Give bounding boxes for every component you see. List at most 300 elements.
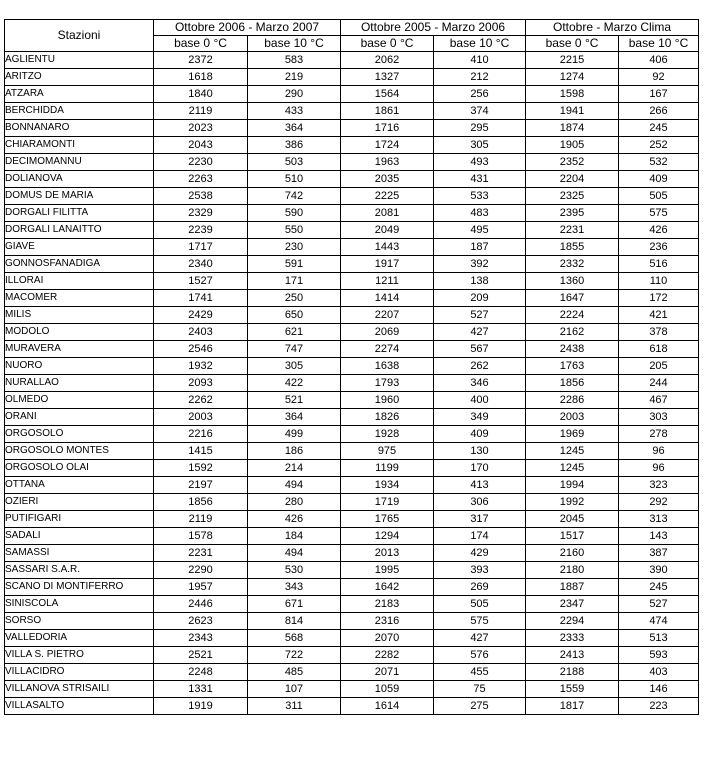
table-row	[5, 647, 699, 664]
value-2007-base10: 521	[248, 392, 341, 409]
value-2006-base10: 262	[434, 358, 526, 375]
value-2006-base0: 1614	[341, 698, 434, 715]
sub-header-base0: base 0 °C	[154, 36, 248, 52]
stations-header: Stazioni	[5, 20, 154, 52]
value-2006-base10: 295	[434, 120, 526, 137]
table-row	[5, 596, 699, 613]
station-name: OZIERI	[5, 494, 154, 511]
value-clima-base0: 1855	[526, 239, 619, 256]
value-clima-base0: 2286	[526, 392, 619, 409]
value-clima-base0: 2347	[526, 596, 619, 613]
period-header-2005-2006: Ottobre 2005 - Marzo 2006	[341, 20, 526, 36]
value-2006-base10: 174	[434, 528, 526, 545]
value-clima-base10: 474	[619, 613, 699, 630]
value-2006-base0: 1059	[341, 681, 434, 698]
value-2007-base10: 650	[248, 307, 341, 324]
value-2006-base10: 400	[434, 392, 526, 409]
station-name: VILLACIDRO	[5, 664, 154, 681]
station-name: MILIS	[5, 307, 154, 324]
value-clima-base0: 1856	[526, 375, 619, 392]
value-2007-base10: 814	[248, 613, 341, 630]
value-2006-base10: 527	[434, 307, 526, 324]
value-2007-base10: 494	[248, 477, 341, 494]
value-clima-base10: 532	[619, 154, 699, 171]
value-2006-base0: 2062	[341, 52, 434, 69]
value-2006-base10: 455	[434, 664, 526, 681]
table-row	[5, 222, 699, 239]
value-2007-base0: 2239	[154, 222, 248, 239]
value-2007-base10: 583	[248, 52, 341, 69]
station-name: CHIARAMONTI	[5, 137, 154, 154]
value-clima-base0: 2395	[526, 205, 619, 222]
station-name: MURAVERA	[5, 341, 154, 358]
value-2007-base10: 305	[248, 358, 341, 375]
station-name: NURALLAO	[5, 375, 154, 392]
value-2007-base0: 1856	[154, 494, 248, 511]
station-name: DOLIANOVA	[5, 171, 154, 188]
value-clima-base10: 403	[619, 664, 699, 681]
station-name: BERCHIDDA	[5, 103, 154, 120]
value-2007-base0: 2429	[154, 307, 248, 324]
value-2007-base10: 568	[248, 630, 341, 647]
value-2007-base10: 747	[248, 341, 341, 358]
station-name: OTTANA	[5, 477, 154, 494]
station-name: VILLASALTO	[5, 698, 154, 715]
value-clima-base10: 223	[619, 698, 699, 715]
value-2006-base0: 1963	[341, 154, 434, 171]
value-2007-base10: 433	[248, 103, 341, 120]
value-2006-base10: 275	[434, 698, 526, 715]
value-2006-base10: 505	[434, 596, 526, 613]
value-2006-base10: 209	[434, 290, 526, 307]
value-2007-base0: 1415	[154, 443, 248, 460]
station-name: VALLEDORIA	[5, 630, 154, 647]
value-2006-base10: 567	[434, 341, 526, 358]
value-2006-base10: 413	[434, 477, 526, 494]
table-row	[5, 69, 699, 86]
value-2007-base10: 550	[248, 222, 341, 239]
value-2007-base0: 1932	[154, 358, 248, 375]
value-2007-base0: 2003	[154, 409, 248, 426]
value-clima-base10: 516	[619, 256, 699, 273]
value-clima-base10: 467	[619, 392, 699, 409]
value-2007-base10: 742	[248, 188, 341, 205]
value-2007-base0: 2372	[154, 52, 248, 69]
value-2006-base10: 212	[434, 69, 526, 86]
value-2006-base0: 1199	[341, 460, 434, 477]
value-2007-base0: 2197	[154, 477, 248, 494]
value-clima-base10: 426	[619, 222, 699, 239]
value-2007-base0: 1592	[154, 460, 248, 477]
table-row	[5, 137, 699, 154]
value-2007-base0: 2119	[154, 103, 248, 120]
station-name: NUORO	[5, 358, 154, 375]
value-clima-base10: 593	[619, 647, 699, 664]
value-2006-base0: 1414	[341, 290, 434, 307]
value-2006-base0: 1443	[341, 239, 434, 256]
value-2007-base0: 2343	[154, 630, 248, 647]
value-2007-base0: 1618	[154, 69, 248, 86]
value-clima-base0: 1763	[526, 358, 619, 375]
value-2007-base0: 2538	[154, 188, 248, 205]
value-clima-base10: 146	[619, 681, 699, 698]
value-clima-base10: 409	[619, 171, 699, 188]
value-2006-base10: 427	[434, 324, 526, 341]
value-clima-base0: 2180	[526, 562, 619, 579]
value-2007-base0: 1578	[154, 528, 248, 545]
value-2006-base10: 305	[434, 137, 526, 154]
value-clima-base0: 2215	[526, 52, 619, 69]
value-2007-base10: 591	[248, 256, 341, 273]
value-2007-base10: 171	[248, 273, 341, 290]
value-2006-base0: 1638	[341, 358, 434, 375]
value-clima-base10: 245	[619, 120, 699, 137]
table-row	[5, 256, 699, 273]
value-2006-base10: 495	[434, 222, 526, 239]
value-clima-base0: 1992	[526, 494, 619, 511]
station-name: BONNANARO	[5, 120, 154, 137]
value-2007-base10: 426	[248, 511, 341, 528]
value-2007-base10: 250	[248, 290, 341, 307]
value-clima-base10: 406	[619, 52, 699, 69]
value-2007-base0: 2262	[154, 392, 248, 409]
station-name: ORANI	[5, 409, 154, 426]
value-2006-base0: 2207	[341, 307, 434, 324]
value-2006-base0: 2316	[341, 613, 434, 630]
value-clima-base10: 292	[619, 494, 699, 511]
station-name: AGLIENTU	[5, 52, 154, 69]
table-row	[5, 188, 699, 205]
value-2007-base10: 214	[248, 460, 341, 477]
value-2006-base0: 2282	[341, 647, 434, 664]
value-2007-base10: 219	[248, 69, 341, 86]
value-clima-base0: 2333	[526, 630, 619, 647]
station-name: SORSO	[5, 613, 154, 630]
period-header-2006-2007: Ottobre 2006 - Marzo 2007	[154, 20, 341, 36]
sub-header-base10: base 10 °C	[434, 36, 526, 52]
value-2007-base10: 343	[248, 579, 341, 596]
value-2006-base0: 1995	[341, 562, 434, 579]
value-2007-base0: 1957	[154, 579, 248, 596]
station-name: VILLANOVA STRISAILI	[5, 681, 154, 698]
station-name: MACOMER	[5, 290, 154, 307]
value-clima-base0: 2160	[526, 545, 619, 562]
station-name: PUTIFIGARI	[5, 511, 154, 528]
value-clima-base10: 421	[619, 307, 699, 324]
value-clima-base0: 1517	[526, 528, 619, 545]
table-row	[5, 511, 699, 528]
value-2007-base0: 2403	[154, 324, 248, 341]
value-2006-base10: 576	[434, 647, 526, 664]
value-2006-base10: 427	[434, 630, 526, 647]
value-clima-base0: 2003	[526, 409, 619, 426]
sub-header-base0: base 0 °C	[341, 36, 434, 52]
value-2007-base10: 530	[248, 562, 341, 579]
value-2007-base0: 2290	[154, 562, 248, 579]
value-2006-base0: 2081	[341, 205, 434, 222]
station-name: SINISCOLA	[5, 596, 154, 613]
table-row	[5, 613, 699, 630]
value-2007-base10: 621	[248, 324, 341, 341]
table-row	[5, 358, 699, 375]
value-2007-base10: 364	[248, 409, 341, 426]
value-clima-base0: 1647	[526, 290, 619, 307]
value-clima-base0: 1360	[526, 273, 619, 290]
value-clima-base0: 2438	[526, 341, 619, 358]
value-clima-base0: 2294	[526, 613, 619, 630]
value-2006-base10: 138	[434, 273, 526, 290]
value-clima-base10: 387	[619, 545, 699, 562]
value-2006-base0: 2274	[341, 341, 434, 358]
value-clima-base0: 1245	[526, 460, 619, 477]
table-row	[5, 239, 699, 256]
value-2006-base0: 1928	[341, 426, 434, 443]
table-row	[5, 426, 699, 443]
value-2006-base10: 269	[434, 579, 526, 596]
value-clima-base10: 303	[619, 409, 699, 426]
value-2006-base10: 317	[434, 511, 526, 528]
station-name: SCANO DI MONTIFERRO	[5, 579, 154, 596]
value-2006-base0: 1564	[341, 86, 434, 103]
station-name: ORGOSOLO MONTES	[5, 443, 154, 460]
value-2006-base10: 187	[434, 239, 526, 256]
value-2006-base10: 409	[434, 426, 526, 443]
table-row	[5, 460, 699, 477]
value-clima-base10: 323	[619, 477, 699, 494]
table-row	[5, 579, 699, 596]
value-2006-base0: 1826	[341, 409, 434, 426]
table-row	[5, 443, 699, 460]
value-2006-base0: 1211	[341, 273, 434, 290]
sub-header-base10: base 10 °C	[248, 36, 341, 52]
value-clima-base0: 1874	[526, 120, 619, 137]
value-2007-base0: 2230	[154, 154, 248, 171]
value-2007-base10: 422	[248, 375, 341, 392]
value-clima-base10: 618	[619, 341, 699, 358]
value-2007-base0: 2521	[154, 647, 248, 664]
station-name: ORGOSOLO OLAI	[5, 460, 154, 477]
table-row	[5, 392, 699, 409]
sub-header-base0: base 0 °C	[526, 36, 619, 52]
value-clima-base0: 2162	[526, 324, 619, 341]
table-row	[5, 681, 699, 698]
value-2007-base10: 494	[248, 545, 341, 562]
station-name: ORGOSOLO	[5, 426, 154, 443]
value-clima-base10: 245	[619, 579, 699, 596]
value-2007-base0: 1717	[154, 239, 248, 256]
value-2006-base10: 130	[434, 443, 526, 460]
value-2007-base0: 2329	[154, 205, 248, 222]
value-2007-base10: 364	[248, 120, 341, 137]
value-2007-base0: 2043	[154, 137, 248, 154]
station-name: SADALI	[5, 528, 154, 545]
table-row	[5, 409, 699, 426]
value-clima-base10: 143	[619, 528, 699, 545]
value-2007-base10: 107	[248, 681, 341, 698]
table-row	[5, 103, 699, 120]
value-clima-base0: 1905	[526, 137, 619, 154]
value-2006-base0: 1327	[341, 69, 434, 86]
value-2007-base10: 503	[248, 154, 341, 171]
value-clima-base10: 278	[619, 426, 699, 443]
station-name: ILLORAI	[5, 273, 154, 290]
table-row	[5, 698, 699, 715]
table-row	[5, 341, 699, 358]
sub-header-base10: base 10 °C	[619, 36, 699, 52]
value-2006-base0: 975	[341, 443, 434, 460]
value-clima-base0: 1887	[526, 579, 619, 596]
station-name: DORGALI LANAITTO	[5, 222, 154, 239]
value-clima-base10: 244	[619, 375, 699, 392]
value-2006-base10: 429	[434, 545, 526, 562]
value-clima-base10: 378	[619, 324, 699, 341]
value-2006-base0: 1861	[341, 103, 434, 120]
value-clima-base0: 2325	[526, 188, 619, 205]
value-2006-base10: 493	[434, 154, 526, 171]
station-name: ARITZO	[5, 69, 154, 86]
value-2007-base0: 2546	[154, 341, 248, 358]
value-2007-base0: 2623	[154, 613, 248, 630]
station-name: OLMEDO	[5, 392, 154, 409]
value-2007-base0: 2340	[154, 256, 248, 273]
value-2006-base10: 374	[434, 103, 526, 120]
value-clima-base10: 167	[619, 86, 699, 103]
table-row	[5, 324, 699, 341]
value-2007-base10: 230	[248, 239, 341, 256]
value-clima-base0: 2413	[526, 647, 619, 664]
table-row	[5, 528, 699, 545]
value-clima-base10: 390	[619, 562, 699, 579]
table-row	[5, 205, 699, 222]
value-2006-base0: 2069	[341, 324, 434, 341]
value-2006-base10: 349	[434, 409, 526, 426]
value-2007-base0: 1919	[154, 698, 248, 715]
value-2007-base10: 722	[248, 647, 341, 664]
value-clima-base10: 313	[619, 511, 699, 528]
value-clima-base10: 266	[619, 103, 699, 120]
value-2007-base0: 2119	[154, 511, 248, 528]
value-2006-base0: 2035	[341, 171, 434, 188]
value-2007-base10: 290	[248, 86, 341, 103]
value-2007-base0: 2231	[154, 545, 248, 562]
station-name: GIAVE	[5, 239, 154, 256]
value-2007-base0: 1741	[154, 290, 248, 307]
value-clima-base10: 252	[619, 137, 699, 154]
table-row	[5, 154, 699, 171]
station-name: SASSARI S.A.R.	[5, 562, 154, 579]
value-clima-base10: 92	[619, 69, 699, 86]
value-clima-base0: 2204	[526, 171, 619, 188]
table-row	[5, 290, 699, 307]
value-2007-base0: 1527	[154, 273, 248, 290]
value-2006-base0: 1793	[341, 375, 434, 392]
value-clima-base0: 1817	[526, 698, 619, 715]
station-name: VILLA S. PIETRO	[5, 647, 154, 664]
station-name: SAMASSI	[5, 545, 154, 562]
station-name: GONNOSFANADIGA	[5, 256, 154, 273]
value-2006-base0: 1934	[341, 477, 434, 494]
value-2007-base10: 485	[248, 664, 341, 681]
table-row	[5, 494, 699, 511]
value-clima-base0: 1598	[526, 86, 619, 103]
station-name: DECIMOMANNU	[5, 154, 154, 171]
value-clima-base0: 1274	[526, 69, 619, 86]
value-clima-base0: 1941	[526, 103, 619, 120]
table-row	[5, 171, 699, 188]
value-2006-base10: 392	[434, 256, 526, 273]
value-2006-base10: 431	[434, 171, 526, 188]
table-row	[5, 120, 699, 137]
value-2007-base0: 1840	[154, 86, 248, 103]
value-clima-base0: 2352	[526, 154, 619, 171]
value-2007-base0: 2248	[154, 664, 248, 681]
station-name: DOMUS DE MARIA	[5, 188, 154, 205]
station-name: DORGALI FILITTA	[5, 205, 154, 222]
value-2007-base0: 2263	[154, 171, 248, 188]
value-2007-base10: 386	[248, 137, 341, 154]
value-2007-base10: 186	[248, 443, 341, 460]
value-clima-base10: 96	[619, 460, 699, 477]
value-clima-base0: 1994	[526, 477, 619, 494]
value-2007-base10: 510	[248, 171, 341, 188]
value-2006-base0: 2070	[341, 630, 434, 647]
value-clima-base0: 1969	[526, 426, 619, 443]
value-2006-base0: 1642	[341, 579, 434, 596]
value-2006-base0: 2183	[341, 596, 434, 613]
value-clima-base10: 513	[619, 630, 699, 647]
value-2006-base0: 2013	[341, 545, 434, 562]
value-2006-base0: 1765	[341, 511, 434, 528]
table-row	[5, 307, 699, 324]
value-2006-base0: 2049	[341, 222, 434, 239]
value-2006-base10: 170	[434, 460, 526, 477]
value-clima-base10: 110	[619, 273, 699, 290]
value-2007-base0: 2023	[154, 120, 248, 137]
degree-days-table	[4, 19, 699, 715]
value-clima-base0: 2231	[526, 222, 619, 239]
value-clima-base0: 1245	[526, 443, 619, 460]
value-2007-base10: 590	[248, 205, 341, 222]
table-row	[5, 86, 699, 103]
value-clima-base0: 2188	[526, 664, 619, 681]
table-row	[5, 562, 699, 579]
table-row	[5, 630, 699, 647]
table-row	[5, 477, 699, 494]
table-row	[5, 273, 699, 290]
value-2007-base0: 2216	[154, 426, 248, 443]
table-row	[5, 52, 699, 69]
value-clima-base10: 205	[619, 358, 699, 375]
value-clima-base10: 172	[619, 290, 699, 307]
period-header-clima: Ottobre - Marzo Clima	[526, 20, 699, 36]
value-2006-base10: 75	[434, 681, 526, 698]
value-clima-base10: 505	[619, 188, 699, 205]
value-2006-base0: 1724	[341, 137, 434, 154]
value-2006-base0: 1960	[341, 392, 434, 409]
value-clima-base10: 236	[619, 239, 699, 256]
value-2006-base10: 256	[434, 86, 526, 103]
value-2006-base0: 1719	[341, 494, 434, 511]
value-2007-base0: 2093	[154, 375, 248, 392]
table-row	[5, 375, 699, 392]
table-row	[5, 664, 699, 681]
value-2007-base0: 1331	[154, 681, 248, 698]
value-2007-base10: 311	[248, 698, 341, 715]
value-2006-base10: 410	[434, 52, 526, 69]
value-2006-base10: 533	[434, 188, 526, 205]
value-2006-base10: 483	[434, 205, 526, 222]
station-name: MODOLO	[5, 324, 154, 341]
